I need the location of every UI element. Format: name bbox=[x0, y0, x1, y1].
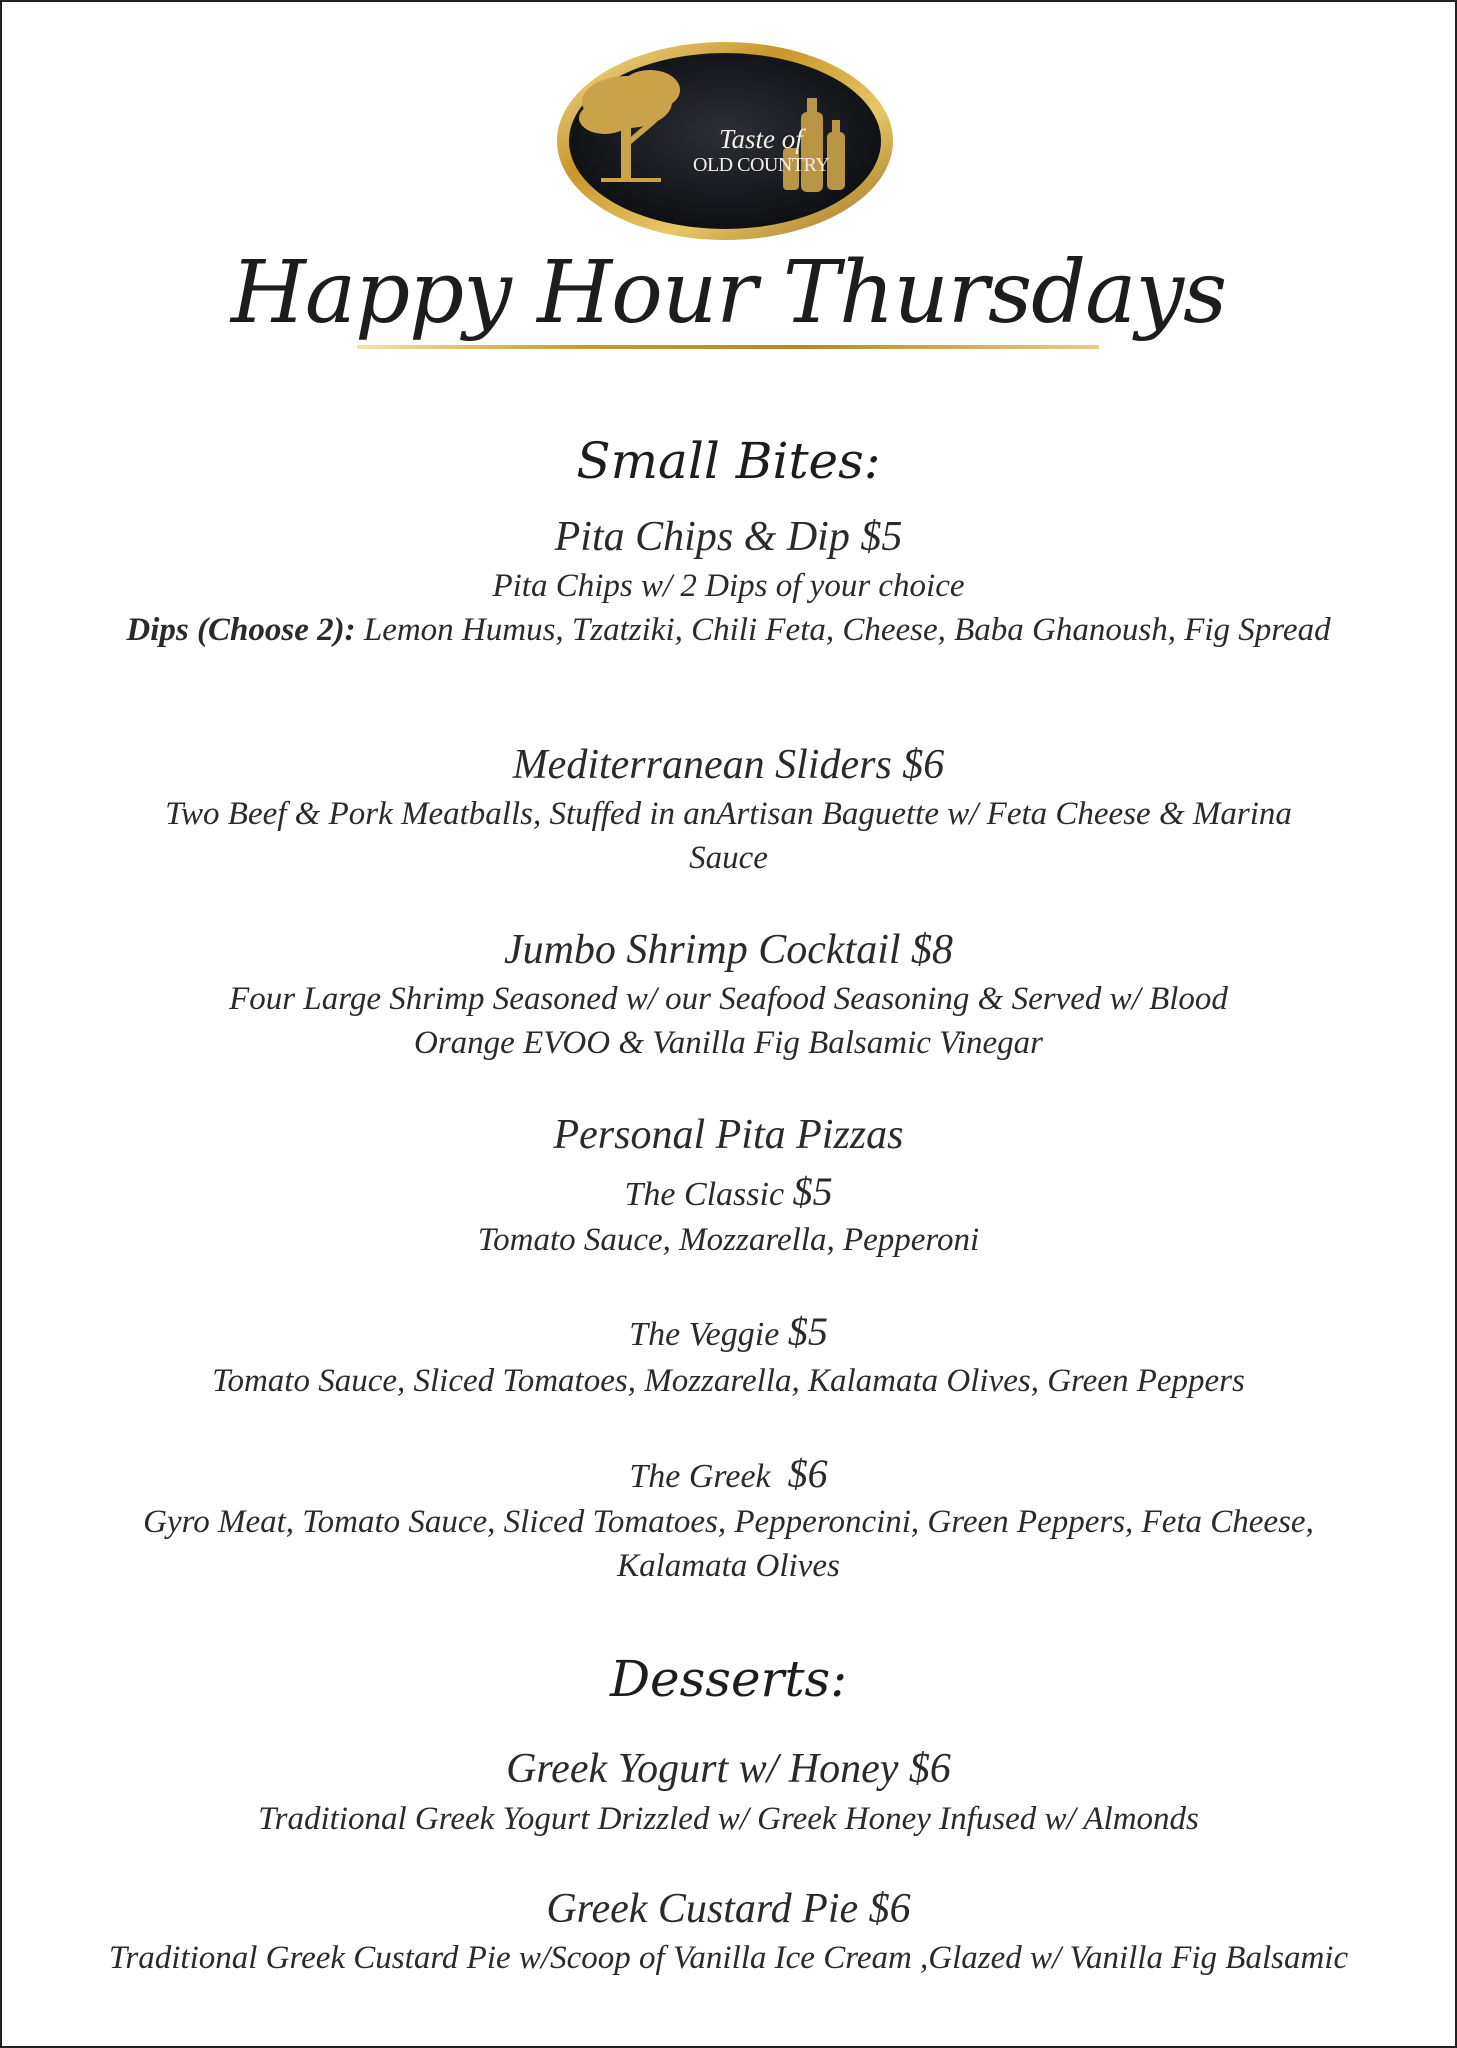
sliders-desc: Two Beef & Pork Meatballs, Stuffed in anArtisan Baguette w/ Feta Cheese & Marina Sauce bbox=[165, 796, 1292, 876]
pizzas-name: Personal Pita Pizzas bbox=[553, 1112, 904, 1158]
gold-divider bbox=[357, 345, 1099, 349]
custard-name: Greek Custard Pie $6 bbox=[546, 1886, 911, 1932]
page-title: Happy Hour Thursdays bbox=[230, 243, 1227, 343]
shrimp-name: Jumbo Shrimp Cocktail $8 bbox=[503, 927, 954, 973]
logo-text: Taste of OLD COUNTRY bbox=[693, 124, 830, 176]
veggie-pizza-name: The Veggie $5 bbox=[629, 1309, 828, 1354]
dips-list: Lemon Humus, Tzatziki, Chili Feta, Cheese, Baba Ghanoush, Fig Spread bbox=[355, 612, 1331, 648]
shrimp-desc: Four Large Shrimp Seasoned w/ our Seafood Seasoning & Served w/ Blood Orange EVOO & Vanilla Fig Balsamic Vinegar bbox=[229, 981, 1228, 1061]
dips-label: Dips (Choose 2): bbox=[126, 612, 356, 648]
veggie-pizza-desc: Tomato Sauce, Sliced Tomatoes, Mozzarella, Kalamata Olives, Green Peppers bbox=[212, 1363, 1245, 1399]
desserts-heading: Desserts: bbox=[609, 1650, 848, 1708]
veggie-pizza-price: $5 bbox=[787, 1309, 828, 1354]
greek-pizza-price: $6 bbox=[787, 1451, 828, 1496]
custard-desc: Traditional Greek Custard Pie w/Scoop of Vanilla Ice Cream ,Glazed w/ Vanilla Fig Balsamic bbox=[108, 1940, 1349, 1976]
greek-pizza-name: The Greek $6 bbox=[629, 1451, 828, 1496]
pita-chips-name: Pita Chips & Dip $5 bbox=[554, 514, 903, 560]
greek-pizza-desc: Gyro Meat, Tomato Sauce, Sliced Tomatoes, Pepperoncini, Green Peppers, Feta Cheese, Kalamata Olives bbox=[143, 1504, 1314, 1584]
yogurt-desc: Traditional Greek Yogurt Drizzled w/ Greek Honey Infused w/ Almonds bbox=[258, 1801, 1199, 1837]
classic-pizza-desc: Tomato Sauce, Mozzarella, Pepperoni bbox=[477, 1222, 980, 1258]
classic-pizza-name: The Classic $5 bbox=[624, 1169, 833, 1214]
yogurt-name: Greek Yogurt w/ Honey $6 bbox=[506, 1746, 951, 1792]
small-bites-heading: Small Bites: bbox=[576, 432, 881, 490]
taste-of-old-country-logo bbox=[555, 40, 895, 242]
pita-chips-desc: Pita Chips w/ 2 Dips of your choice Dips (Choose 2): Lemon Humus, Tzatziki, Chili Feta, Cheese, Baba Ghanoush, Fig Spread bbox=[126, 568, 1331, 648]
sliders-name: Mediterranean Sliders $6 bbox=[512, 742, 945, 788]
classic-pizza-price: $5 bbox=[792, 1169, 833, 1214]
